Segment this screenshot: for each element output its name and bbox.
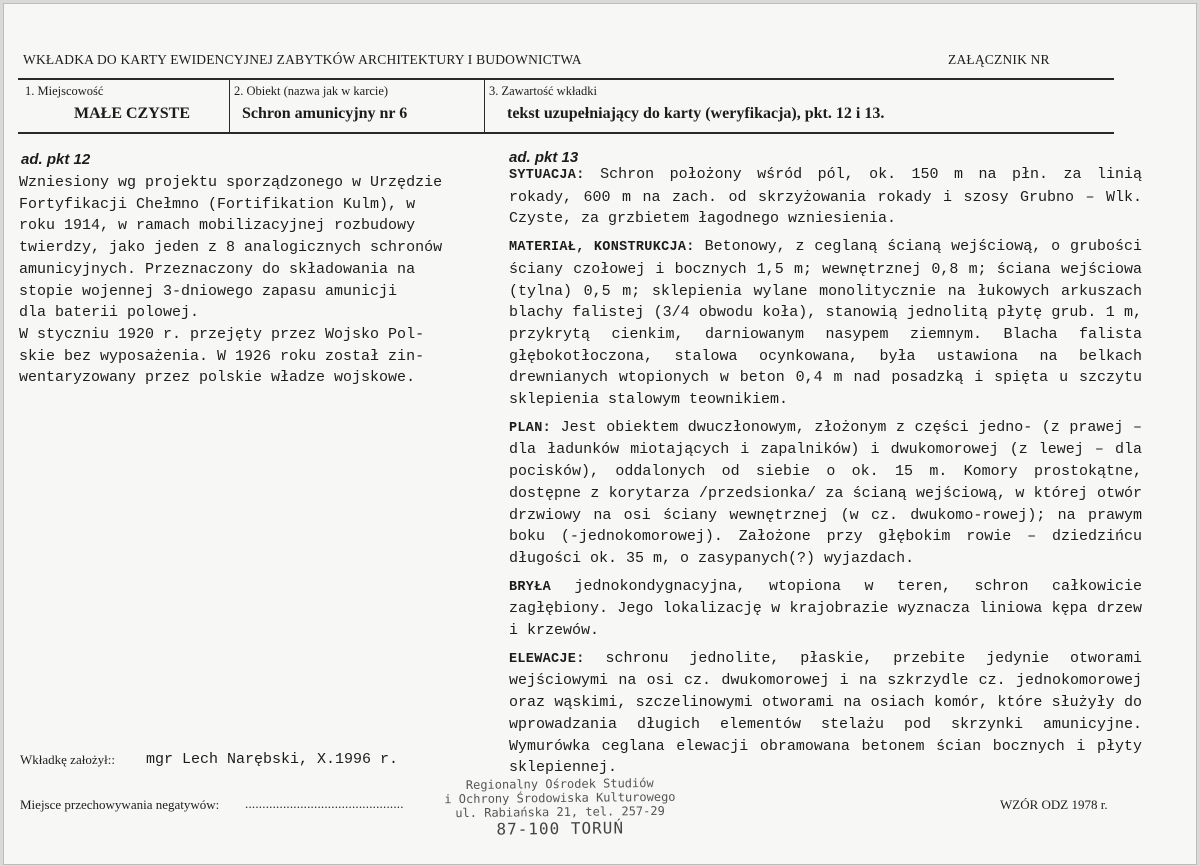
section-text: Schron położony wśród pól, ok. 150 m na płn. za linią rokady, 600 m na zach. od skrzyżowania rokady i szosy Grubno – Wlk. Czyste, za grzbietem łagodnego wzniesienia. — [509, 166, 1142, 228]
card-title: WKŁADKA DO KARTY EWIDENCYJNEJ ZABYTKÓW ARCHITEKTURY I BUDOWNICTWA — [23, 52, 582, 67]
section-elevations — [509, 648, 1142, 779]
divider-top — [18, 78, 1114, 80]
field-label-contents: 3. Zawartość wkładki — [489, 84, 597, 98]
stamp-line: ul. Rabiańska 21, tel. 257-29 — [455, 803, 665, 821]
inventory-card-insert — [3, 3, 1197, 865]
object-value: Schron amunicyjny nr 6 — [242, 105, 408, 122]
section-label: MATERIAŁ, KONSTRUKCJA: — [509, 240, 695, 256]
text-line: amunicyjnych. Przeznaczony do składowania na — [19, 260, 416, 278]
divider-col-1 — [229, 80, 230, 132]
text-line: roku 1914, w ramach mobilizacyjnej rozbudowy — [19, 217, 416, 235]
text-line: twierdzy, jako jeden z 8 analogicznych schronów — [19, 239, 443, 257]
section-plan — [509, 417, 1142, 570]
heading-pkt-12: ad. pkt 12 — [21, 151, 91, 168]
text-line: stopie wojennej 3-dniowego zapasu amunicji — [19, 282, 398, 300]
text-line: Fortyfikacji Chełmno (Fortifikation Kulm), w — [19, 195, 416, 213]
section-text: Jest obiektem dwuczłonowym, złożonym z części jedno- (z prawej – dla ładunków miotających i zapalników) i dwukomorowej (z lewej – dla pocisków), oddalonych od siebie o ok. 15 m. Komory prostokątne, dostępne z korytarza /przedsionka/ za ścianą wejściową, w której otwór drzwiowy na osi ściany wewnętrznej (w cz. dwukomo-rowej); na prawym boku (-jednokomorowej). Założone przy głębokim rowie – dziedzińcu długości ok. 35 m, o zasypanych(?) wyjazdach. — [509, 418, 1142, 567]
section-text: jednokondygnacyjna, wtopiona w teren, schron całkowicie zagłębiony. Jego lokalizację w krajobrazie wyznacza liniowa kępa drzew i krzewów. — [509, 577, 1142, 640]
section-label: ELEWACJE: — [509, 651, 585, 667]
section-label: PLAN: — [509, 420, 552, 436]
attachment-label: ZAŁĄCZNIK NR — [948, 52, 1050, 67]
negatives-label: Miejsce przechowywania negatywów: — [20, 797, 220, 812]
text-line: skie bez wyposażenia. W 1926 roku został zin- — [19, 347, 425, 365]
form-number: WZÓR ODZ 1978 r. — [1000, 797, 1108, 812]
text-line: wentaryzowany przez polskie władze wojskowe. — [19, 369, 416, 387]
divider-col-2 — [484, 80, 485, 132]
negatives-dots: .............................................. — [245, 796, 404, 811]
contents-value: tekst uzupełniający do karty (weryfikacja), pkt. 12 i 13. — [507, 105, 885, 122]
divider-fields — [18, 132, 1114, 134]
founder-value: mgr Lech Narębski, X.1996 r. — [146, 751, 399, 768]
section-text: Betonowy, z ceglaną ścianą wejściową, o grubości ściany czołowej i bocznych 1,5 m; wewnętrznej 0,8 m; ściana wejściowa (tylna) 0,5 m; sklepienia wylane monolitycznie na łukowych arkuszach blachy falistej (3/4 obwodu koła), stanowią jednolitą płytę grub. 1 m, przykrytą cienkim, darniowanym nasypem ziemnym. Blacha falista głębokotłoczona, stalowa ocynkowana, była ustawiona na belkach drewnianych wtopionych w beton 0,4 m nad posadzką i spięta u szczytu sklepienia stalowym teownikiem. — [509, 238, 1142, 409]
section-body — [509, 576, 1142, 642]
stamp-line: Regionalny Ośrodek Studiów — [465, 776, 654, 792]
field-label-locality: 1. Miejscowość — [25, 84, 104, 98]
stamp-line: 87-100 TORUŃ — [496, 818, 625, 839]
section-label: SYTUACJA: — [509, 168, 585, 183]
pkt-12-text — [19, 172, 442, 389]
section-label: BRYŁA — [509, 579, 552, 595]
founder-label: Wkładkę założył:: — [20, 752, 115, 767]
section-text: schronu jednolite, płaskie, przebite jedynie otworami wejściowymi na osi cz. dwukomorowej i na szkrzydle cz. jednokomorowej oraz wąskimi, szczelinowymi otworami na osiach komór, które służyły do wprowadzania długich elementów stelażu pod skrzynki amunicyjne. Wymurówka ceglana elewacji obramowana betonem ścian bocznych i płyty sklepiennej. — [509, 649, 1142, 777]
section-situation — [509, 164, 1142, 230]
text-line: Wzniesiony wg projektu sporządzonego w Urzędzie — [19, 174, 443, 191]
heading-pkt-13: ad. pkt 13 — [509, 149, 579, 166]
locality-value: MAŁE CZYSTE — [74, 105, 191, 122]
pkt-13-text — [509, 164, 1142, 785]
field-label-object: 2. Obiekt (nazwa jak w karcie) — [234, 84, 389, 98]
institution-stamp — [444, 776, 677, 839]
stamp-line: i Ochrony Środowiska Kulturowego — [444, 789, 676, 807]
section-material — [509, 236, 1142, 411]
text-line: dla baterii polowej. — [19, 304, 200, 322]
text-line: W styczniu 1920 r. przejęty przez Wojsko Pol- — [19, 325, 425, 343]
